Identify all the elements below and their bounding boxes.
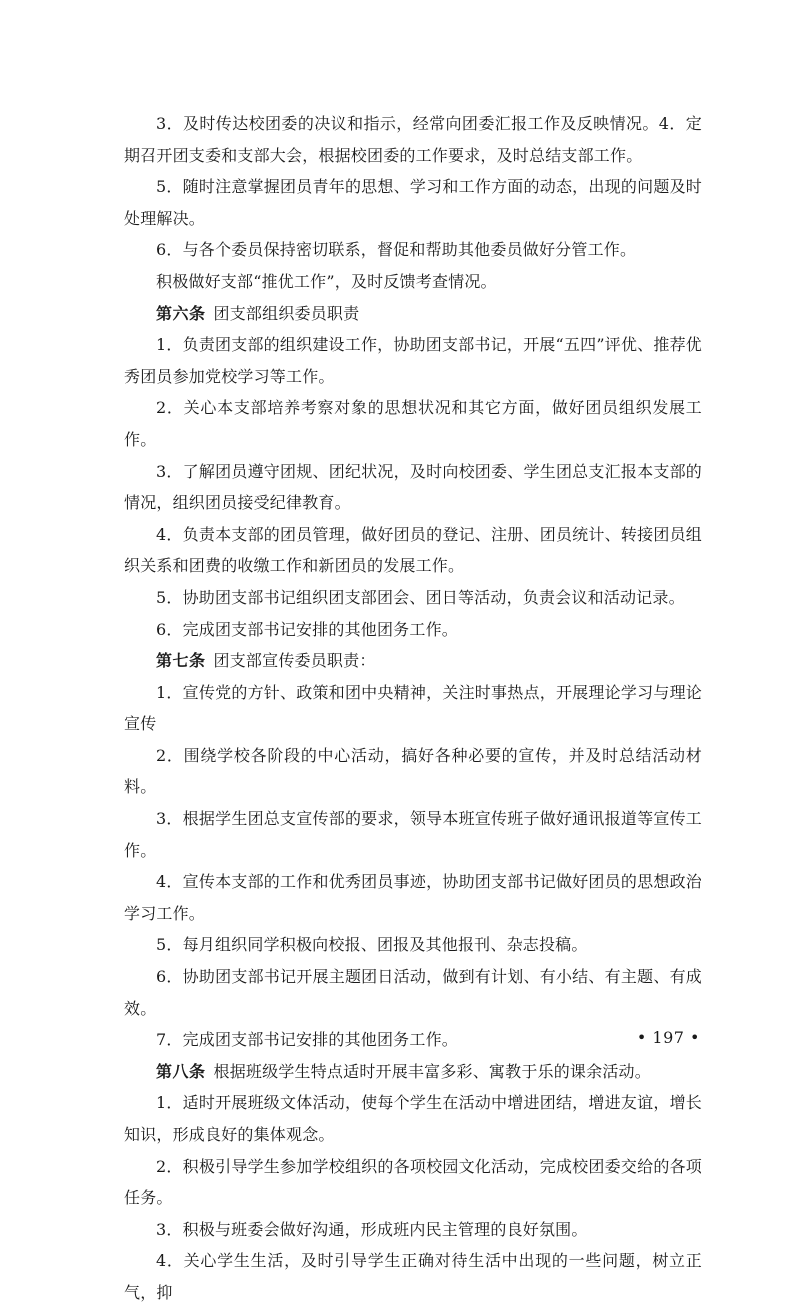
- paragraph: 4．负责本支部的团员管理，做好团员的登记、注册、团员统计、转接团员组织关系和团费的收缴工作和新团员的发展工作。: [124, 524, 702, 576]
- article-heading: [124, 1056, 702, 1088]
- paragraph: 2．围绕学校各阶段的中心活动，搞好各种必要的宣传，并及时总结活动材料。: [124, 745, 702, 797]
- article-number: 第八条: [156, 1061, 206, 1081]
- paragraph: 积极做好支部“推优工作”，及时反馈考查情况。: [156, 271, 497, 291]
- paragraph: 5．随时注意掌握团员青年的思想、学习和工作方面的动态，出现的问题及时处理解决。: [124, 177, 702, 228]
- paragraph: 1．适时开展班级文体活动，使每个学生在活动中增进团结，增进友谊，增长知识，形成良好的集体观念。: [124, 1093, 702, 1144]
- article-title: 根据班级学生特点适时开展丰富多彩、寓教于乐的课余活动。: [213, 1061, 651, 1081]
- paragraph: 1．宣传党的方针、政策和团中央精神，关注时事热点，开展理论学习与理论宣传: [124, 682, 702, 734]
- article-number: 第六条: [156, 303, 206, 323]
- paragraph: 6．与各个委员保持密切联系，督促和帮助其他委员做好分管工作。: [156, 240, 637, 260]
- article-heading: [124, 298, 702, 330]
- paragraph: 2．关心本支部培养考察对象的思想状况和其它方面，做好团员组织发展工作。: [124, 398, 702, 449]
- article-title: 团支部组织委员职责: [213, 303, 360, 323]
- article-number: 第七条: [156, 651, 206, 671]
- paragraph: 3．积极与班委会做好沟通，形成班内民主管理的良好氛围。: [156, 1219, 588, 1239]
- paragraph: 3．及时传达校团委的决议和指示，经常向团委汇报工作及反映情况。4．定期召开团支委和支部大会，根据校团委的工作要求，及时总结支部工作。: [124, 114, 702, 165]
- paragraph: 5．协助团支部书记组织团支部团会、团日等活动，负责会议和活动记录。: [156, 587, 685, 607]
- paragraph: 2．积极引导学生参加学校组织的各项校园文化活动，完成校团委交给的各项任务。: [124, 1156, 702, 1208]
- paragraph: 4．宣传本支部的工作和优秀团员事迹，协助团支部书记做好团员的思想政治学习工作。: [124, 872, 702, 923]
- paragraph: 3．了解团员遵守团规、团纪状况，及时向校团委、学生团总支汇报本支部的情况，组织团员接受纪律教育。: [124, 461, 702, 513]
- paragraph: 6．完成团支部书记安排的其他团务工作。: [156, 619, 458, 639]
- paragraph: 1．负责团支部的组织建设工作，协助团支部书记，开展“五四”评优、推荐优秀团员参加党校学习等工作。: [124, 335, 702, 386]
- document-body: [124, 108, 702, 1309]
- paragraph: 7．完成团支部书记安排的其他团务工作。: [156, 1030, 458, 1050]
- article-title: 团支部宣传委员职责：: [213, 651, 376, 671]
- article-heading: [124, 645, 702, 677]
- paragraph: 6．协助团支部书记开展主题团日活动，做到有计划、有小结、有主题、有成效。: [124, 967, 702, 1018]
- paragraph: 4．关心学生生活，及时引导学生正确对待生活中出现的一些问题，树立正气，抑: [124, 1251, 702, 1302]
- paragraph: 3．根据学生团总支宣传部的要求，领导本班宣传班子做好通讯报道等宣传工作。: [124, 809, 702, 860]
- page-number: • 197 •: [636, 1028, 700, 1047]
- paragraph: 5．每月组织同学积极向校报、团报及其他报刊、杂志投稿。: [156, 935, 588, 955]
